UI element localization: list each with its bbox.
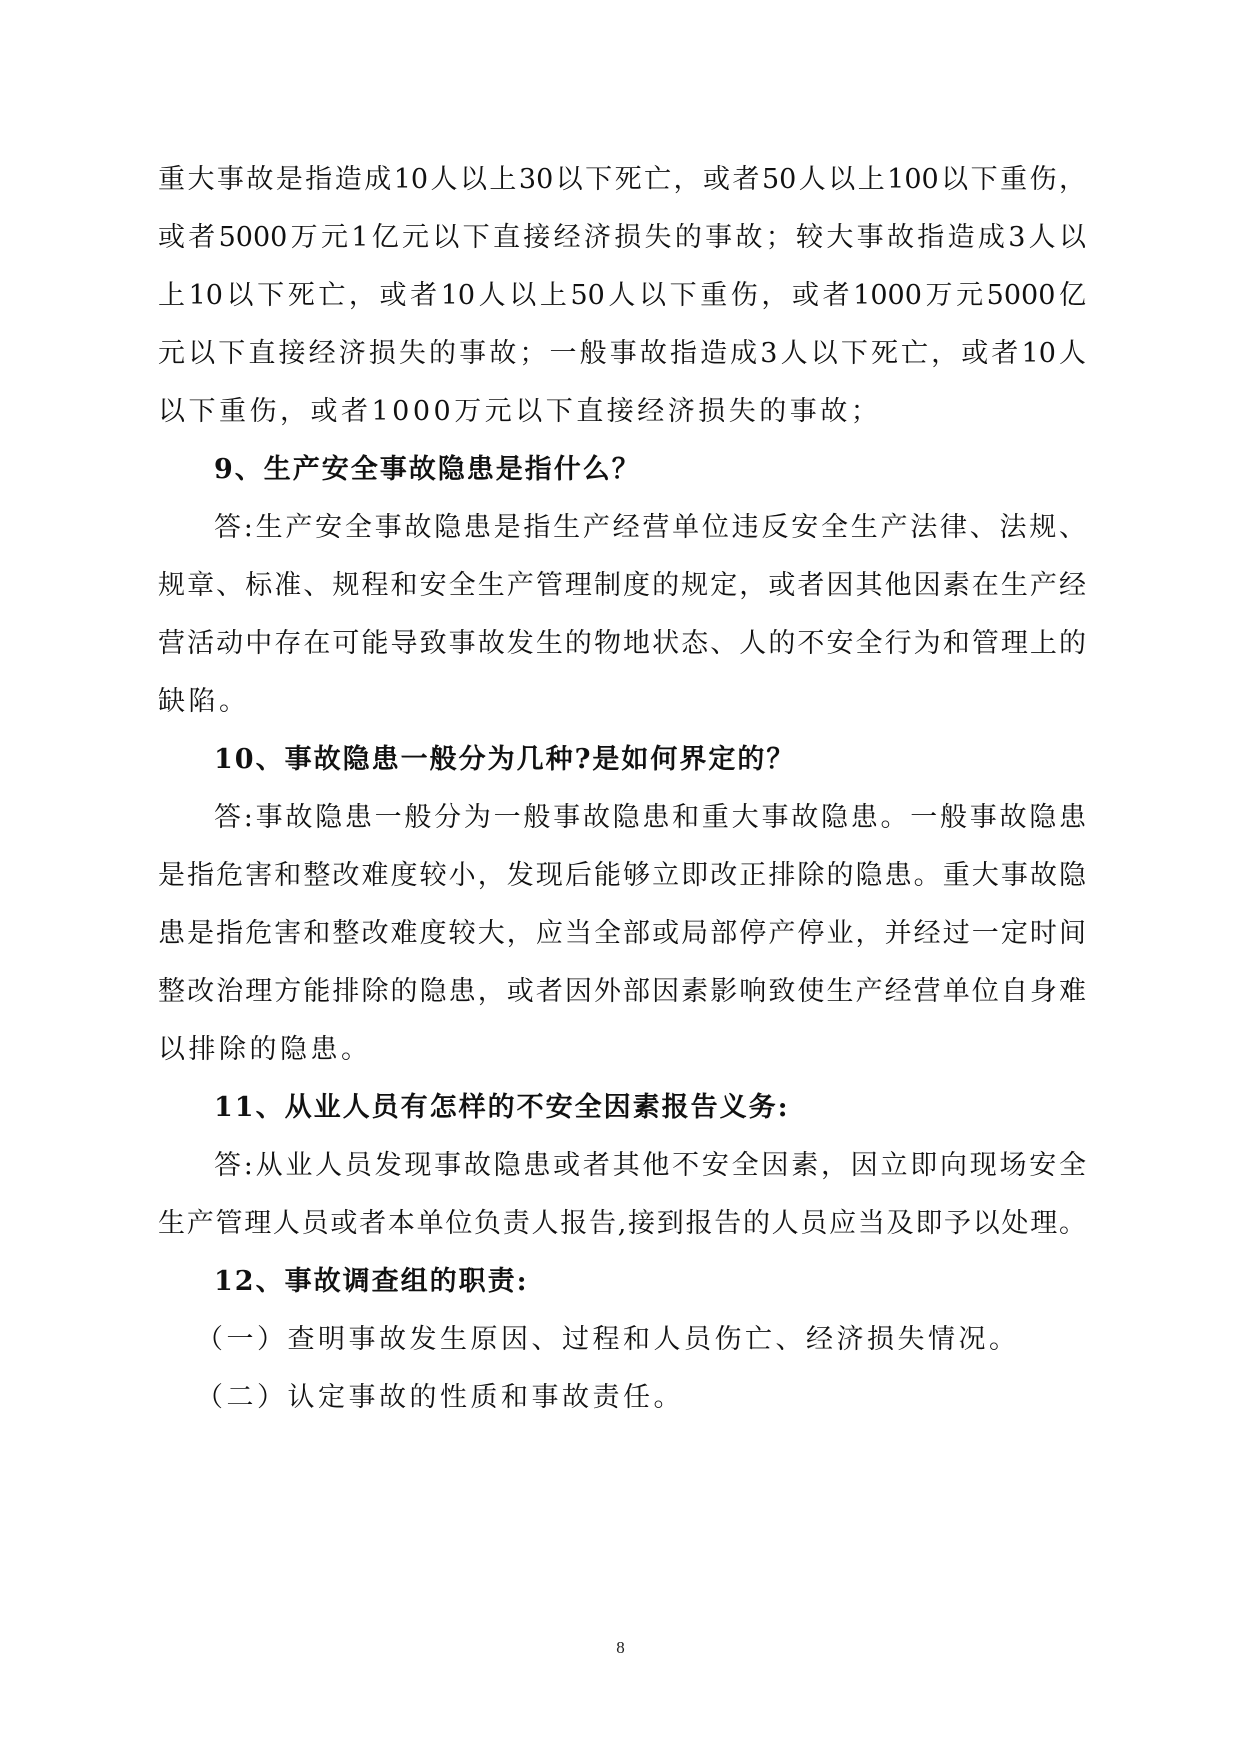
body-text-line: 以下重伤，或者1000万元以下直接经济损失的事故；: [158, 396, 882, 427]
body-text-line: 或者5000万元1亿元以下直接经济损失的事故；较大事故指造成3人以: [158, 222, 1086, 253]
answer-line: 答:事故隐患一般分为一般事故隐患和重大事故隐患。一般事故隐患: [214, 802, 1086, 833]
answer-line: 整改治理方能排除的隐患，或者因外部因素影响致使生产经营单位自身难: [158, 976, 1086, 1007]
answer-line: 规章、标准、规程和安全生产管理制度的规定，或者因其他因素在生产经: [158, 570, 1086, 601]
body-text-line: 重大事故是指造成10人以上30以下死亡，或者50人以上100以下重伤，: [158, 164, 1086, 195]
body-text-line: 上10以下死亡，或者10人以上50人以下重伤，或者1000万元5000亿: [158, 280, 1086, 311]
answer-line: 答:生产安全事故隐患是指生产经营单位违反安全生产法律、法规、: [214, 512, 1086, 543]
page-number: 8: [616, 1638, 625, 1657]
answer-line: 营活动中存在可能导致事故发生的物地状态、人的不安全行为和管理上的: [158, 628, 1086, 659]
list-item: （二）认定事故的性质和事故责任。: [196, 1382, 684, 1413]
question-heading-9: 9、生产安全事故隐患是指什么？: [214, 454, 641, 485]
question-heading-11: 11、从业人员有怎样的不安全因素报告义务:: [214, 1092, 790, 1123]
answer-line: 生产管理人员或者本单位负责人报告,接到报告的人员应当及即予以处理。: [158, 1208, 1086, 1239]
answer-line: 患是指危害和整改难度较大，应当全部或局部停产停业，并经过一定时间: [158, 918, 1086, 949]
body-text-line: 元以下直接经济损失的事故；一般事故指造成3人以下死亡，或者10人: [158, 338, 1086, 369]
question-heading-10: 10、事故隐患一般分为几种?是如何界定的？: [214, 744, 796, 775]
list-item: （一）查明事故发生原因、过程和人员伤亡、经济损失情况。: [196, 1324, 1020, 1355]
answer-line: 是指危害和整改难度较小，发现后能够立即改正排除的隐患。重大事故隐: [158, 860, 1086, 891]
answer-line: 以排除的隐患。: [158, 1034, 372, 1065]
question-heading-12: 12、事故调查组的职责:: [214, 1266, 529, 1297]
answer-line: 缺陷。: [158, 686, 250, 717]
answer-line: 答:从业人员发现事故隐患或者其他不安全因素，因立即向现场安全: [214, 1150, 1086, 1181]
